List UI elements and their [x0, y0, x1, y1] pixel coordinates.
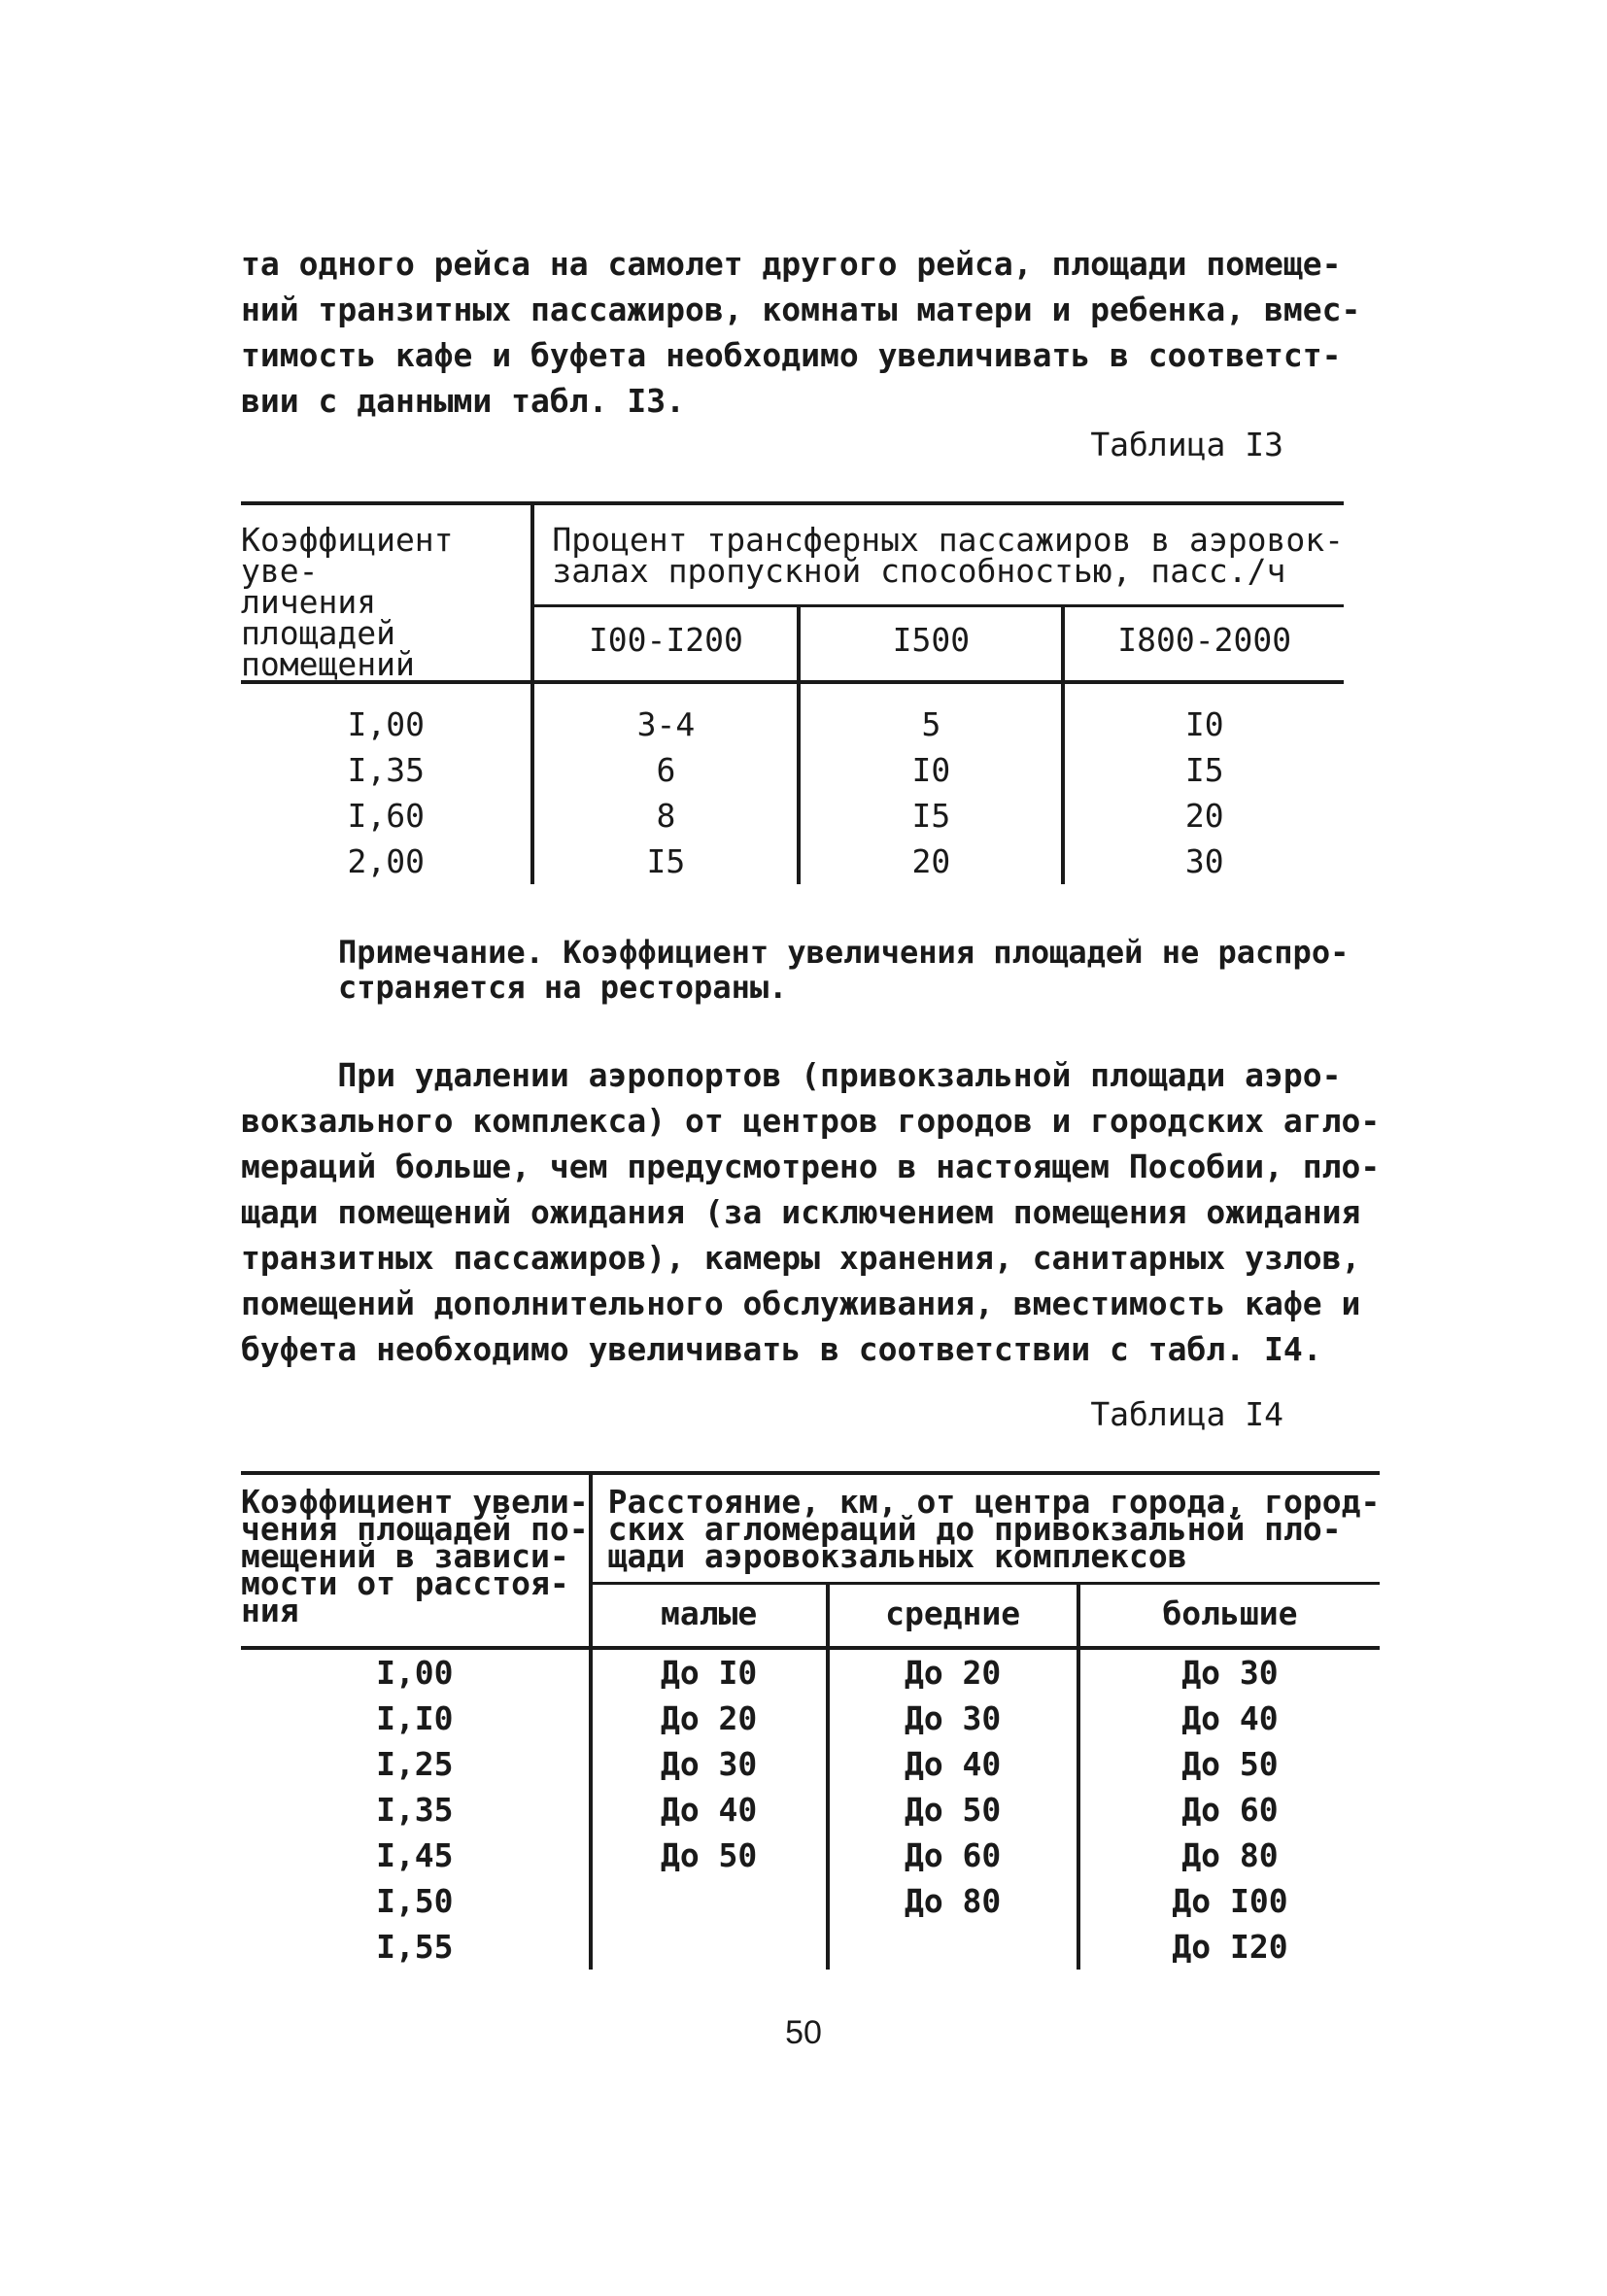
table-cell: До 20 — [591, 1696, 828, 1741]
table-cell: До 60 — [1181, 1791, 1279, 1829]
header-line: чения площадей по- — [241, 1510, 589, 1548]
table-row — [241, 1648, 1380, 1696]
body-line: При удалении аэропортов (привокзальной площади аэро- — [241, 1056, 1342, 1094]
table-cell: I,60 — [241, 793, 532, 839]
table-cell: До 50 — [828, 1787, 1078, 1833]
table-cell: I,00 — [241, 702, 532, 747]
body-paragraph — [241, 1052, 1381, 1372]
header-line: ния — [241, 1592, 299, 1629]
table-row — [241, 1833, 1380, 1878]
table13-subheader: I00-I200 — [532, 606, 799, 682]
table-cell: 20 — [799, 839, 1063, 884]
intro-line: тимость кафе и буфета необходимо увеличивать в соответст- — [241, 336, 1342, 374]
header-line: щади аэровокзальных комплексов — [607, 1537, 1187, 1575]
table-cell: I5 — [799, 793, 1063, 839]
table-cell: I,I0 — [241, 1696, 591, 1741]
intro-paragraph — [241, 241, 1368, 424]
table-cell: I5 — [1184, 751, 1224, 789]
table-cell: 2,00 — [241, 839, 532, 884]
table13-subheader: I500 — [799, 606, 1063, 682]
header-line: помещений — [241, 645, 415, 683]
table14-left-header — [241, 1473, 591, 1648]
table13-caption: Таблица I3 — [1090, 426, 1283, 463]
table14 — [241, 1471, 1380, 1970]
table13-right-header — [532, 503, 1344, 606]
table-row — [241, 839, 1344, 884]
body-line: транзитных пассажиров), камеры хранения, санитарных узлов, — [241, 1239, 1361, 1277]
note-line: страняется на рестораны. — [338, 969, 788, 1006]
table13-subheader: I800-2000 — [1117, 621, 1292, 660]
table-cell — [828, 1924, 1078, 1970]
table-cell: 30 — [1184, 842, 1224, 880]
header-line: Расстояние, км, от центра города, город- — [607, 1483, 1381, 1521]
table-cell: До I0 — [591, 1648, 828, 1696]
header-line: Коэффициент уве- — [241, 521, 454, 590]
body-line: вокзального комплекса) от центров городов и городских агло- — [241, 1102, 1381, 1140]
body-line: щади помещений ожидания (за исключением помещения ожидания — [241, 1193, 1361, 1231]
header-line: ских агломераций до привокзальной пло- — [607, 1510, 1342, 1548]
table-cell: I,55 — [241, 1924, 591, 1970]
table-cell: До 40 — [1181, 1699, 1279, 1737]
table-cell: До 50 — [591, 1833, 828, 1878]
table-cell: I,45 — [241, 1833, 591, 1878]
table13-left-header — [241, 503, 532, 682]
table-row — [241, 702, 1344, 747]
table-cell: До 80 — [828, 1878, 1078, 1924]
table-cell: I,50 — [241, 1878, 591, 1924]
table-row — [241, 1741, 1380, 1787]
table14-subheader: средние — [828, 1584, 1078, 1649]
table-cell: До 30 — [828, 1696, 1078, 1741]
table13 — [241, 501, 1344, 884]
header-line: Процент трансферных пассажиров в аэровок- — [552, 521, 1344, 559]
body-line: помещений дополнительного обслуживания, вместимость кафе и — [241, 1285, 1361, 1322]
body-line: буфета необходимо увеличивать в соответствии с табл. I4. — [241, 1330, 1322, 1368]
table-cell: I0 — [799, 747, 1063, 793]
table-cell: I,35 — [241, 747, 532, 793]
table-cell: До 80 — [1181, 1836, 1279, 1874]
table-cell: До 30 — [1181, 1654, 1279, 1692]
header-line: мости от расстоя- — [241, 1564, 569, 1602]
table-cell: 3-4 — [532, 702, 799, 747]
header-line: мещений в зависи- — [241, 1537, 569, 1575]
table-cell: До I20 — [1172, 1928, 1288, 1966]
table-cell: До I00 — [1172, 1882, 1288, 1920]
table-row — [241, 1696, 1380, 1741]
table14-caption: Таблица I4 — [1090, 1395, 1283, 1433]
body-line: мераций больше, чем предусмотрено в настоящем Пособии, пло- — [241, 1148, 1381, 1185]
table-cell: I0 — [1184, 705, 1224, 743]
header-line: личения площадей — [241, 583, 395, 652]
table-cell — [591, 1878, 828, 1924]
table14-right-header — [591, 1473, 1381, 1584]
table-cell: I,35 — [241, 1787, 591, 1833]
table-cell: До 40 — [828, 1741, 1078, 1787]
header-line: залах пропускной способностью, пасс./ч — [552, 552, 1286, 590]
intro-line: ний транзитных пассажиров, комнаты матери и ребенка, вмес- — [241, 291, 1361, 328]
table-row — [241, 1787, 1380, 1833]
intro-line: вии с данными табл. I3. — [241, 382, 685, 420]
table-cell: I,25 — [241, 1741, 591, 1787]
table-cell: 20 — [1184, 797, 1224, 835]
table-row — [241, 747, 1344, 793]
table-cell — [591, 1924, 828, 1970]
header-line: Коэффициент увели- — [241, 1483, 589, 1521]
table-cell: I5 — [532, 839, 799, 884]
table-cell: 6 — [532, 747, 799, 793]
table-cell: 5 — [799, 702, 1063, 747]
table-cell: 8 — [532, 793, 799, 839]
table-row — [241, 1878, 1380, 1924]
table-cell: До 60 — [828, 1833, 1078, 1878]
table-row — [241, 793, 1344, 839]
table14-subheader: малые — [591, 1584, 828, 1649]
page-number: 50 — [785, 2014, 822, 2051]
table-cell: До 50 — [1181, 1745, 1279, 1783]
note-line: Примечание. Коэффициент увеличения площадей не распро- — [338, 934, 1350, 971]
table-row — [241, 1924, 1380, 1970]
intro-line: та одного рейса на самолет другого рейса, площади помеще- — [241, 245, 1342, 283]
table-cell: I,00 — [241, 1648, 591, 1696]
table-cell: До 40 — [591, 1787, 828, 1833]
table-cell: До 30 — [591, 1741, 828, 1787]
table14-subheader: большие — [1162, 1594, 1298, 1632]
table-cell: До 20 — [828, 1648, 1078, 1696]
table13-note — [338, 935, 1368, 1005]
